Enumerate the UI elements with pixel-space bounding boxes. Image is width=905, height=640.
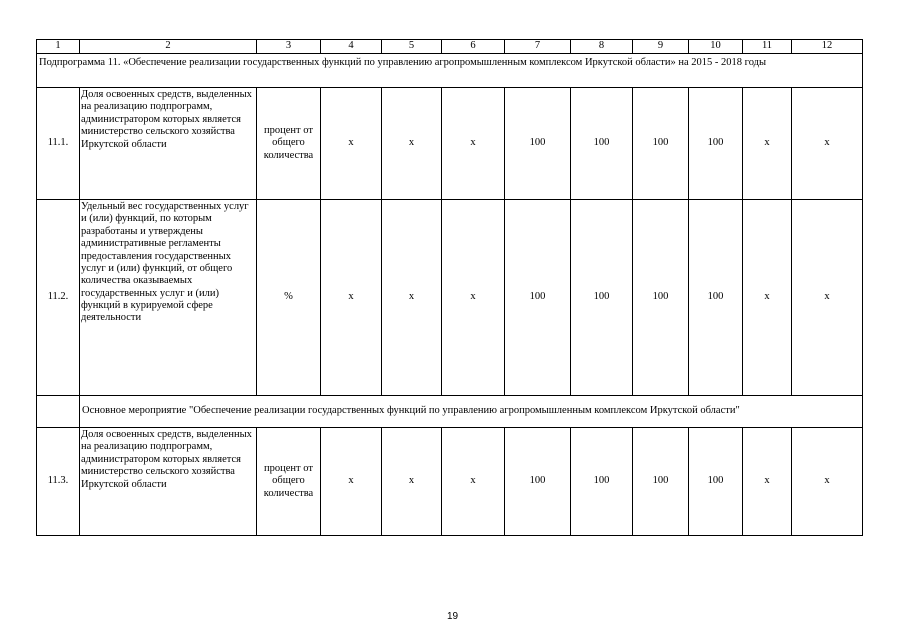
column-number: 6 [442, 40, 505, 54]
table-row [37, 428, 863, 536]
main-activity-title: Основное мероприятие "Обеспечение реализации государственных функций по управлению агропромышленным комплексом Иркутской области" [80, 396, 863, 428]
row-number: 11.3. [37, 428, 80, 536]
column-number: 10 [689, 40, 743, 54]
column-number: 1 [37, 40, 80, 54]
value-cell: 100 [571, 88, 633, 200]
value-cell: 100 [505, 200, 571, 396]
column-number: 11 [743, 40, 792, 54]
value-cell: 100 [505, 88, 571, 200]
value-cell: 100 [571, 428, 633, 536]
row-number: 11.2. [37, 200, 80, 396]
table-row [37, 200, 863, 396]
value-cell: x [321, 200, 382, 396]
unit: процент от общего количества [257, 88, 321, 200]
row-number: 11.1. [37, 88, 80, 200]
unit: % [257, 200, 321, 396]
value-cell: x [743, 88, 792, 200]
value-cell: 100 [689, 200, 743, 396]
value-cell: x [442, 88, 505, 200]
value-cell: x [792, 88, 863, 200]
indicator-name: Доля освоенных средств, выделенных на реализацию подпрограмм, администратором которых является министерство сельского хозяйства Иркутской области [80, 428, 257, 536]
value-cell: x [382, 200, 442, 396]
column-number: 12 [792, 40, 863, 54]
value-cell: x [792, 200, 863, 396]
unit: процент от общего количества [257, 428, 321, 536]
value-cell: 100 [689, 88, 743, 200]
column-number: 5 [382, 40, 442, 54]
column-number: 2 [80, 40, 257, 54]
subprogram-row [37, 54, 863, 88]
value-cell: x [743, 428, 792, 536]
page-number: 19 [446, 611, 459, 622]
column-number: 9 [633, 40, 689, 54]
column-number: 4 [321, 40, 382, 54]
column-number: 3 [257, 40, 321, 54]
value-cell: x [382, 428, 442, 536]
value-cell: x [743, 200, 792, 396]
value-cell: 100 [633, 88, 689, 200]
value-cell: 100 [633, 428, 689, 536]
value-cell: x [442, 428, 505, 536]
value-cell: x [382, 88, 442, 200]
table-row [37, 88, 863, 200]
value-cell: x [321, 428, 382, 536]
indicator-name: Доля освоенных средств, выделенных на реализацию подпрограмм, администратором которых является министерство сельского хозяйства Иркутской области [80, 88, 257, 200]
column-number: 8 [571, 40, 633, 54]
value-cell: 100 [571, 200, 633, 396]
value-cell: x [792, 428, 863, 536]
empty-cell [37, 396, 80, 428]
column-number: 7 [505, 40, 571, 54]
value-cell: 100 [505, 428, 571, 536]
subprogram-title: Подпрограмма 11. «Обеспечение реализации государственных функций по управлению агропромышленным комплексом Иркутской области» на 2015 - 2018 годы [37, 54, 863, 88]
value-cell: x [442, 200, 505, 396]
main-activity-row [37, 396, 863, 428]
indicator-name: Удельный вес государственных услуг и (или) функций, по которым разработаны и утверждены административные регламенты предоставления государственных услуг и (или) функций, от общего количества оказываемых государственных услуг и (или) функций в курируемой сфере деятельности [80, 200, 257, 396]
value-cell: 100 [633, 200, 689, 396]
indicators-table [36, 39, 863, 536]
column-number-row [37, 40, 863, 54]
value-cell: x [321, 88, 382, 200]
value-cell: 100 [689, 428, 743, 536]
